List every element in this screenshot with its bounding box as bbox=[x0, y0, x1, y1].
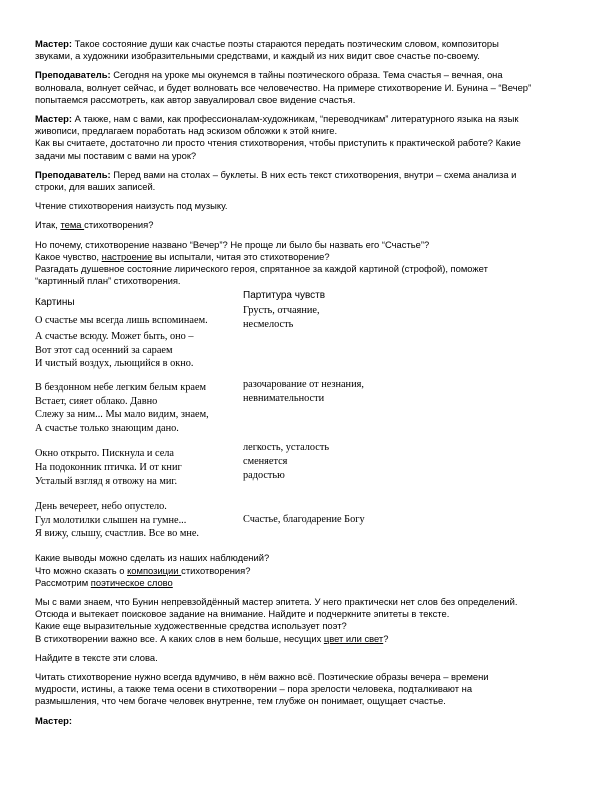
poem-analysis-table bbox=[35, 290, 583, 542]
feelings-header: Партитура чувств bbox=[243, 290, 326, 302]
term-mood: настроение bbox=[101, 250, 153, 262]
stanza-1: О счастье мы всегда лишь вспоминаем. А счастье всюду. Может быть, оно – Вот этот сад осенний за сараем И чистый воздух, льющийся в окно. bbox=[35, 314, 208, 370]
speaker-label: Мастер: bbox=[35, 113, 73, 125]
paragraph-reading bbox=[35, 200, 583, 212]
paragraph-find-words: Найдите в тексте эти слова. bbox=[35, 651, 158, 663]
paragraph-epithets: Мы с вами знаем, что Бунин непревзойдённый мастер эпитета. У него практически нет слов без определений. Отсюда и вытекает поисковое задание на внимание. Найдите и подчеркните эпитеты в тексте. Какие еще выразительные художественные средства использует поэт? В стихотворении важно все. А каких слов в нем больше, несущих цвет или свет? bbox=[35, 596, 518, 644]
paragraph-master-intro bbox=[35, 38, 583, 62]
paragraph-reflection: Читать стихотворение нужно всегда вдумчиво, в нём важно всё. Поэтические образы вечера – времени мудрости, истины, а также тема осени в стихотворении – пора зрелости человека, подталкивают на размышления, что чем богаче человек внутренне, тем глубже он понимает, ощущает счастье. bbox=[35, 671, 489, 707]
term-color-light: цвет или свет bbox=[323, 632, 384, 644]
paragraph-master-final bbox=[35, 715, 583, 727]
term-theme: тема bbox=[60, 219, 85, 231]
text-line: волновала, волнует сейчас, и будет волновать все человечество. На примере стихотворение И. Бунина – “Вечер” bbox=[35, 81, 532, 93]
feeling-2: разочарование от незнания, невнимательности bbox=[243, 379, 364, 405]
paragraph-theme-question: Итак, тема стихотворения? bbox=[35, 219, 154, 231]
pictures-header: Картины bbox=[35, 297, 75, 309]
speaker-label: Мастер: bbox=[35, 38, 73, 49]
paragraph-master-task bbox=[35, 113, 583, 162]
feeling-1: Грусть, отчаяние, несмелость bbox=[243, 305, 320, 331]
text-line: задачи мы поставим с вами на урок? bbox=[35, 149, 197, 161]
term-composition: композиции bbox=[127, 564, 182, 576]
text-line: Сегодня на уроке мы окунемся в тайны поэтического образа. Тема счастья – вечная, она bbox=[110, 69, 503, 81]
text-line: живописи, предлагаем поработать над эскизом обложки к этой книге. bbox=[35, 125, 338, 137]
paragraph-teacher-intro bbox=[35, 69, 583, 106]
text-line: звуками, а художники изобразительными средствами, и каждый из них видит свое счастье по-своему. bbox=[35, 50, 480, 62]
text-line: попытаемся рассмотреть, как автор завуалировал свое видение счастья. bbox=[35, 93, 356, 105]
paragraph-questions: Но почему, стихотворение названо “Вечер”? Не проще ли было бы назвать его “Счастье”? Какое чувство, настроение вы испытали, читая это стихотворение? Разгадать душевное состояние лирического героя, спрятанное за каждой картиной (строфой), поможет “картинный план” стихотворения. bbox=[35, 239, 583, 288]
stanza-2: В бездонном небе легким белым краем Встает, сияет облако. Давно Слежу за ним... Мы мало видим, знаем, А счастье только знающим дано. bbox=[35, 382, 209, 434]
text-line: “картинный план” стихотворения. bbox=[35, 275, 181, 287]
text-line: Чтение стихотворения наизусть под музыку. bbox=[35, 200, 228, 212]
text-line: Но почему, стихотворение названо “Вечер”? Не проще ли было бы назвать его “Счастье”? bbox=[35, 238, 430, 250]
feeling-4: Счастье, благодарение Богу bbox=[243, 514, 365, 526]
speaker-label: Преподаватель: bbox=[35, 168, 111, 180]
speaker-label: Мастер: bbox=[35, 714, 73, 726]
text-line: Такое состояние души как счастье поэты стараются передать поэтическим словом, композиторы bbox=[72, 38, 499, 49]
text-line: Как вы считаете, достаточно ли просто чтения стихотворения, чтобы приступить к практической работе? Какие bbox=[35, 137, 521, 149]
term-poetic-word: поэтическое слово bbox=[90, 576, 173, 588]
feeling-3: легкость, усталость сменяется радостью bbox=[243, 442, 330, 481]
text-line: строки, для ваших записей. bbox=[35, 181, 156, 193]
text-line: А также, нам с вами, как профессионалам-художникам, “переводчикам” литературного языка на язык bbox=[72, 113, 519, 125]
text-line: Разгадать душевное состояние лирического героя, спрятанное за каждой картиной (строфой), поможет bbox=[35, 263, 488, 275]
poem-pictures-column bbox=[35, 294, 247, 549]
paragraph-teacher-booklets bbox=[35, 169, 583, 193]
stanza-4: День вечереет, небо опустело. Гул молотилки слышен на гумне... Я вижу, слышу, счастлив. Все во мне. bbox=[35, 501, 199, 540]
speaker-label: Преподаватель: bbox=[35, 69, 111, 81]
text-line: Перед вами на столах – буклеты. В них есть текст стихотворения, внутри – схема анализа и bbox=[110, 168, 517, 180]
paragraph-conclusions: Какие выводы можно сделать из наших наблюдений? Что можно сказать о композиции стихотворения? Рассмотрим поэтическое слово bbox=[35, 552, 270, 588]
stanza-3: Окно открыто. Пискнула и села На подоконник птичка. И от книг Усталый взгляд я отвожу на миг. bbox=[35, 448, 182, 487]
document-page bbox=[35, 38, 583, 734]
